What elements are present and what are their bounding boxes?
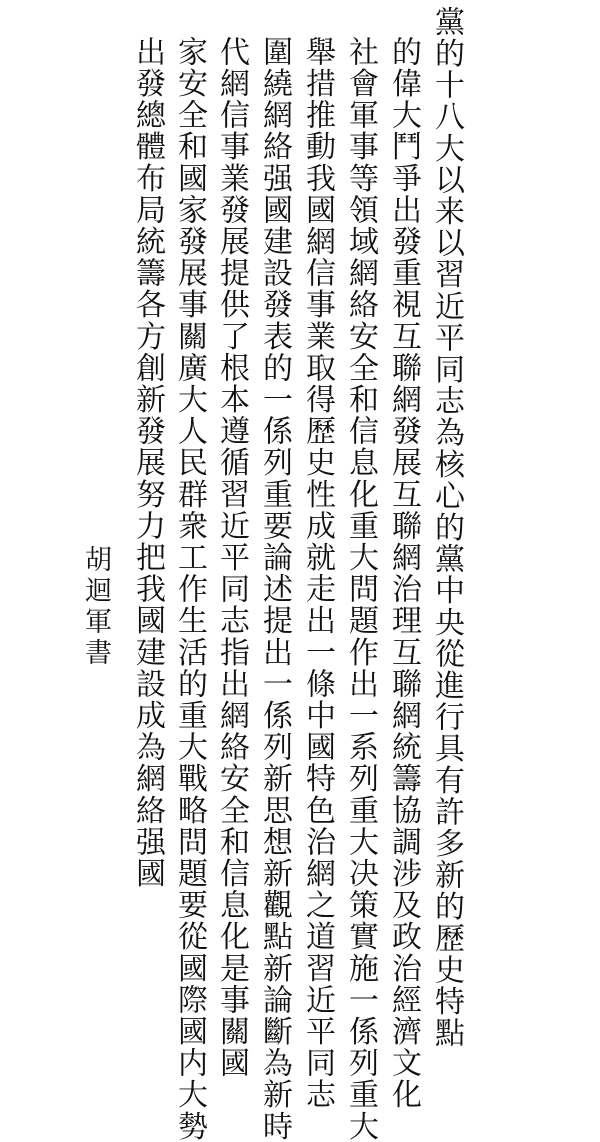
text-column-5: 圍繞網絡强國建設發表的一係列重要論述提出一係列新思想新觀點新論斷為新時 — [257, 36, 292, 1142]
text-column-4: 舉措推動我國網信事業取得歷史性成就走出一條中國特色治網之道習近平同志 — [300, 36, 335, 1111]
calligrapher-signature: 胡迴軍書 — [80, 545, 111, 669]
text-column-6: 代網信事業發展提供了根本遵循習近平同志指出網絡安全和信息化是事關國 — [214, 36, 249, 1079]
text-column-7: 家安全和國家發展事關廣大人民群衆工作生活的重大戰略問題要從國際國内大勢 — [172, 36, 207, 1142]
text-column-3: 社會軍事等領域網絡安全和信息化重大問題作出一系列重大决策實施一係列重大 — [343, 36, 378, 1142]
text-column-2: 的偉大鬥爭出發重視互聯網發展互聯網治理互聯網統籌協調涉及政治經濟文化 — [386, 36, 421, 1111]
text-column-8: 出發總體布局統籌各方創新發展努力把我國建設成為網絡强國 — [130, 36, 165, 890]
text-column-1: 黨的十八大以来以習近平同志為核心的黨中央從進行具有許多新的歷史特點 — [429, 6, 464, 1049]
